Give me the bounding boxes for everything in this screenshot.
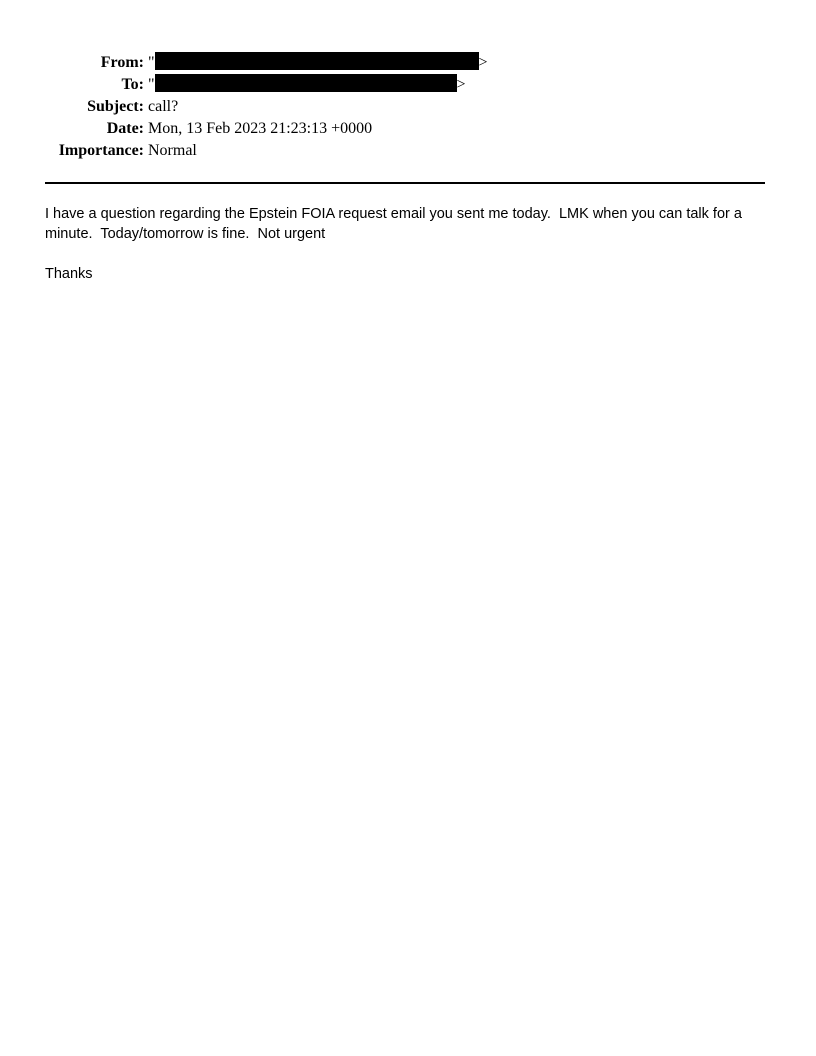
header-divider (45, 182, 765, 184)
from-suffix: > (478, 54, 488, 71)
body-paragraph: I have a question regarding the Epstein FOIA request email you sent me today. LMK when you can talk for a minute. Today/tomorrow is fine. Not urgent (45, 206, 746, 242)
to-label: To: (121, 76, 144, 93)
redaction-block (155, 74, 457, 92)
date-value: Mon, 13 Feb 2023 21:23:13 +0000 (148, 120, 373, 137)
from-label: From: (100, 54, 144, 71)
importance-value: Normal (148, 142, 197, 159)
to-value (148, 74, 466, 96)
signoff: Thanks (45, 266, 93, 282)
redaction-block (155, 52, 479, 70)
importance-label: Importance: (58, 142, 144, 159)
from-value (148, 52, 488, 74)
date-label: Date: (106, 120, 144, 137)
subject-label: Subject: (87, 98, 144, 115)
subject-value: call? (148, 98, 179, 115)
email-body (45, 204, 765, 304)
to-prefix: " (148, 76, 155, 93)
from-prefix: " (148, 54, 155, 71)
to-suffix: > (456, 76, 466, 93)
